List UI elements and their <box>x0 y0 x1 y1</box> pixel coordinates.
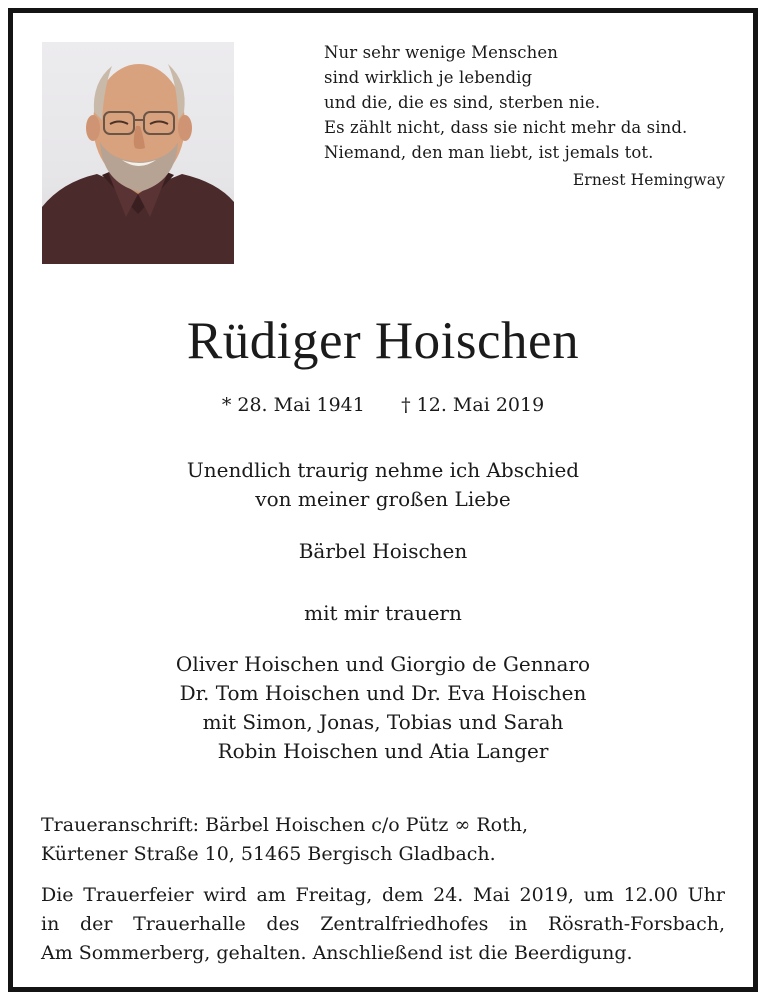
quote-line: Es zählt nicht, dass sie nicht mehr da sind. <box>324 118 688 137</box>
death-date: † 12. Mai 2019 <box>401 394 545 416</box>
farewell-line: Unendlich traurig nehme ich Abschied <box>186 458 580 482</box>
portrait-illustration <box>42 42 234 264</box>
obituary-card <box>8 8 758 992</box>
memorial-quote <box>324 40 734 193</box>
mourners-intro: mit mir trauern <box>304 601 462 625</box>
deceased-name: Rüdiger Hoischen <box>186 312 580 370</box>
ceremony-line: Die Trauerfeier wird am Freitag, dem 24. Mai 2019, um 12.00 Uhr <box>41 884 725 906</box>
farewell-text <box>13 456 753 514</box>
partner-name: Bärbel Hoischen <box>298 539 468 563</box>
mourner-line: mit Simon, Jonas, Tobias und Sarah <box>202 710 564 734</box>
ceremony-line: in der Trauerhalle des Zentralfriedhofes in Rösrath-Forsbach, <box>41 913 725 935</box>
quote-line: sind wirklich je lebendig <box>324 68 533 87</box>
address-line: Kürtener Straße 10, 51465 Bergisch Gladbach. <box>41 843 496 865</box>
quote-line: Niemand, den man liebt, ist jemals tot. <box>324 143 654 162</box>
mourner-line: Oliver Hoischen und Giorgio de Gennaro <box>175 652 591 676</box>
birth-date: * 28. Mai 1941 <box>221 394 365 416</box>
mourners-list <box>13 650 753 766</box>
address-line: Traueranschrift: Bärbel Hoischen c/o Pütz ∞ Roth, <box>41 814 528 836</box>
portrait-photo <box>42 42 234 264</box>
condolence-address <box>41 811 741 869</box>
mourner-line: Dr. Tom Hoischen und Dr. Eva Hoischen <box>179 681 587 705</box>
quote-author: Ernest Hemingway <box>572 171 725 189</box>
funeral-details <box>41 881 725 968</box>
life-dates <box>13 394 753 416</box>
mourner-line: Robin Hoischen und Atia Langer <box>217 739 549 763</box>
ceremony-line: Am Sommerberg, gehalten. Anschließend ist die Beerdigung. <box>41 942 633 964</box>
quote-line: Nur sehr wenige Menschen <box>324 43 558 62</box>
farewell-line: von meiner großen Liebe <box>255 487 511 511</box>
quote-line: und die, die es sind, sterben nie. <box>324 93 601 112</box>
